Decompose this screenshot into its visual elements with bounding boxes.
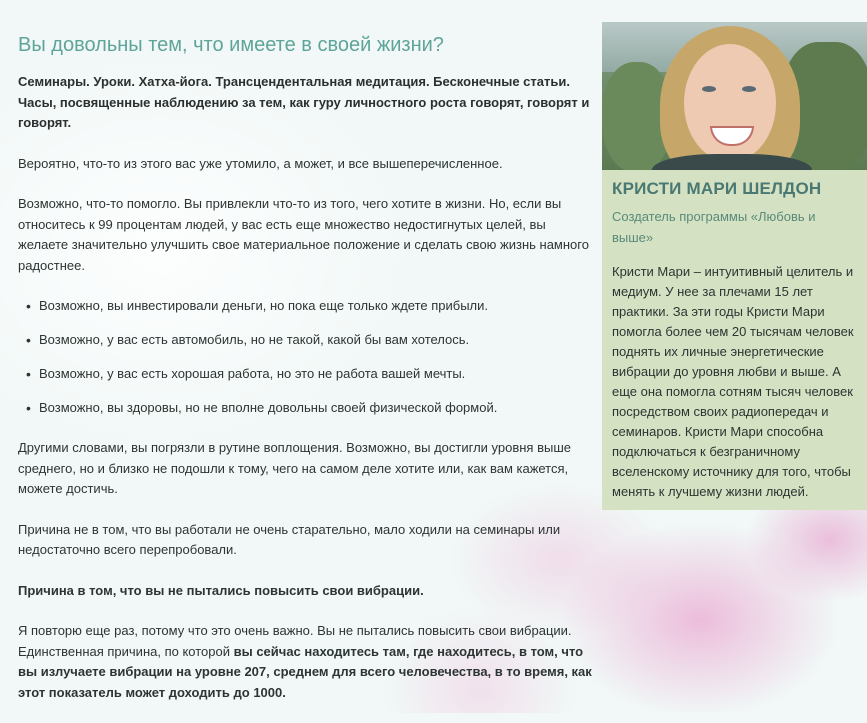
list-item: • Возможно, вы здоровы, но не вполне довольны своей физической формой. (26, 398, 594, 418)
author-card (602, 22, 867, 510)
article-paragraph: Возможно, что-то помогло. Вы привлекли что-то из того, чего хотите в жизни. Но, если вы относитесь к 99 процентам людей, у вас есть еще множество недостигнутых целей, вы желаете значительно улучшить свое материальное положение и сделать свою жизнь намного радостнее. (18, 196, 589, 273)
list-item: • Возможно, у вас есть хорошая работа, но это не работа вашей мечты. (26, 364, 594, 384)
article-paragraph: Причина не в том, что вы работали не очень старательно, мало ходили на семинары или недостаточно всего перепробовали. (18, 521, 561, 557)
paragraph-text: Я повторю еще раз, потому что это очень важно. Вы не пытались повысить свои вибрации. Единственная причина, по которой (18, 623, 572, 659)
article-lead: Семинары. Уроки. Хатха-йога. Трансцендентальная медитация. Бесконечные статьи. Часы, посвященные наблюдению за тем, как гуру личностного роста говорят, говорят и говорят. (18, 74, 590, 130)
article-paragraph: Другими словами, вы погрязли в рутине воплощения. Возможно, вы достигли уровня выше среднего, но и близко не подошли к тому, чего на самом деле хотите или, как вам кажется, можете достичь. (18, 440, 571, 496)
article (18, 32, 594, 723)
article-title: Вы довольны тем, что имеете в своей жизни? (18, 34, 444, 56)
list-item: • Возможно, у вас есть автомобиль, но не такой, какой бы вам хотелось. (26, 330, 594, 350)
article-key-statement: Причина в том, что вы не пытались повысить свои вибрации. (18, 582, 424, 598)
paragraph-bold-text: вы сейчас находитесь там, где находитесь, в том, что вы излучаете вибрации на уровне 207, среднем для всего человечества, в то время, как этот показатель может доходить до 1000. (18, 643, 592, 700)
bullet-list (18, 296, 594, 418)
author-photo (602, 22, 867, 170)
article-paragraph (18, 621, 594, 703)
article-paragraph: Вероятно, что-то из этого вас уже утомило, а может, и все вышеперечисленное. (18, 155, 503, 171)
list-item: • Возможно, вы инвестировали деньги, но пока еще только ждете прибыли. (26, 296, 594, 316)
author-bio: Кристи Мари – интуитивный целитель и медиум. У нее за плечами 15 лет практики. За эти годы Кристи Мари помогла более чем 20 тысячам человек поднять их личные энергетические вибрации до уровня любви и выше. А еще она помогла сотням тысяч человек посредством своих радиопередач и семинаров. Кристи Мари способна подключаться к безграничному вселенскому источнику для того, чтобы менять к лучшему жизни людей. (612, 264, 854, 499)
author-role: Создатель программы «Любовь и выше» (612, 209, 816, 245)
author-name: КРИСТИ МАРИ ШЕЛДОН (612, 179, 822, 198)
